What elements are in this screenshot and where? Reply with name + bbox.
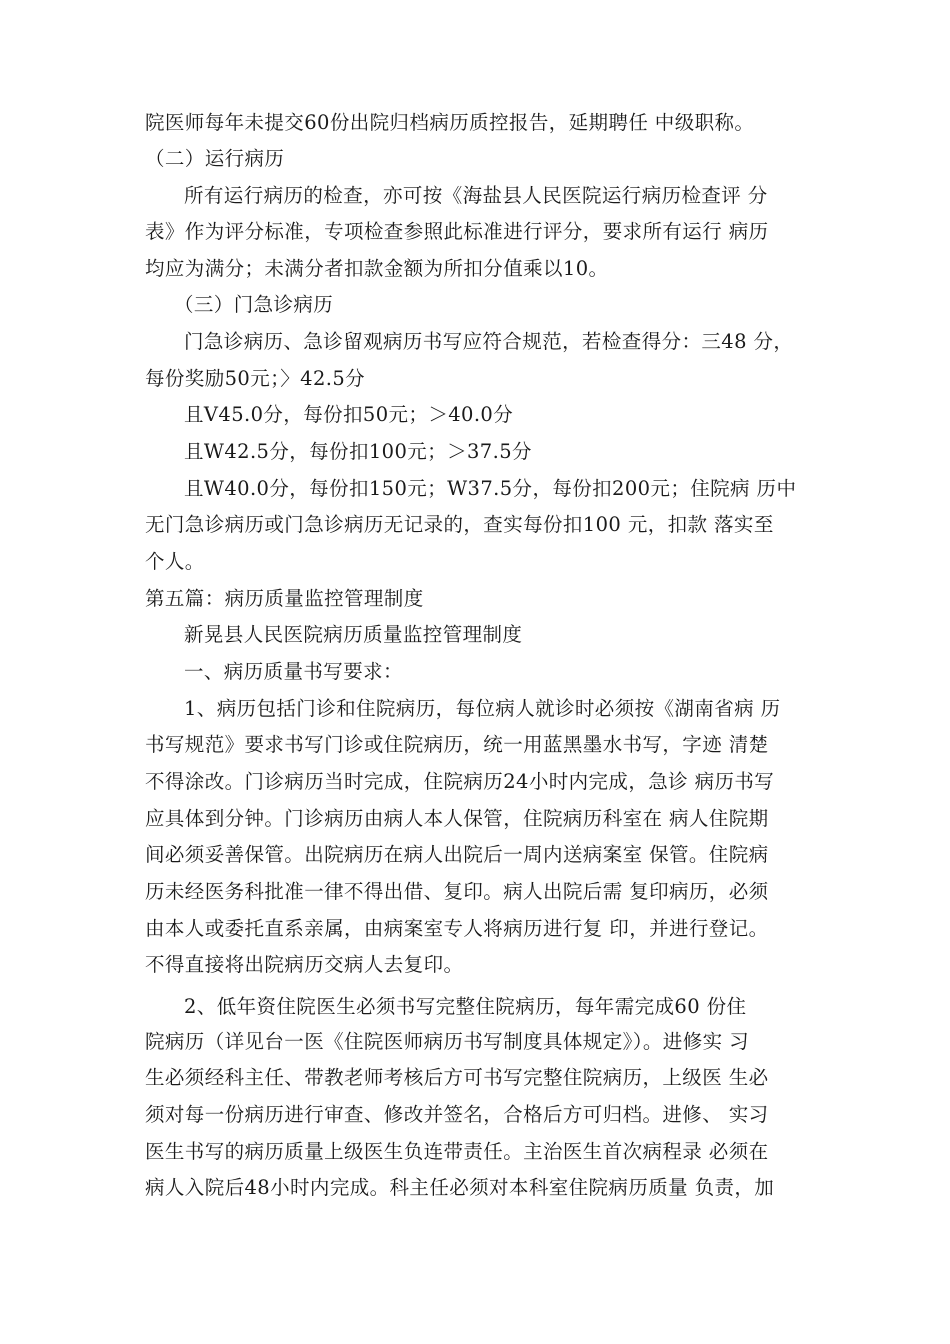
text-line-8: 每份奖励50元；〉42.5分 <box>145 367 366 390</box>
text-line-21: 间必须妥善保管。出院病历在病人出院后一周内送病案室 保管。住院病 <box>145 843 769 866</box>
text-line-19: 不得涂改。门诊病历当时完成，住院病历24小时内完成，急诊 病历书写 <box>145 770 775 793</box>
text-line-20: 应具体到分钟。门诊病历由病人本人保管，住院病历科室在 病人住院期 <box>145 807 769 830</box>
text-line-14: 第五篇：病历质量监控管理制度 <box>145 587 424 610</box>
text-line-11: 且W40.0分，每份扣150元；W37.5分，每份扣200元；住院病 历中 <box>184 477 797 500</box>
text-line-23: 由本人或委托直系亲属，由病案室专人将病历进行复 印，并进行登记。 <box>145 917 769 940</box>
text-line-30: 病人入院后48小时内完成。科主任必须对本科室住院病历质量 负责，加 <box>145 1176 775 1199</box>
text-line-27: 生必须经科主任、带教老师考核后方可书写完整住院病历，上级医 生必 <box>145 1066 769 1089</box>
text-line-25: 2、低年资住院医生必须书写完整住院病历，每年需完成60 份住 <box>184 995 747 1018</box>
text-line-6: （三）门急诊病历 <box>174 293 334 316</box>
text-line-26: 院病历（详见台一医《住院医师病历书写制度具体规定》）。进修实 习 <box>145 1030 749 1053</box>
text-line-3: 所有运行病历的检查，亦可按《海盐县人民医院运行病历检查评 分 <box>184 184 768 207</box>
text-line-17: 1、病历包括门诊和住院病历，每位病人就诊时必须按《湖南省病 历 <box>184 697 781 720</box>
text-line-9: 且V45.0分，每份扣50元；＞40.0分 <box>184 403 514 426</box>
text-line-29: 医生书写的病历质量上级医生负连带责任。主治医生首次病程录 必须在 <box>145 1140 769 1163</box>
text-line-18: 书写规范》要求书写门诊或住院病历，统一用蓝黑墨水书写，字迹 清楚 <box>145 733 769 756</box>
text-line-24: 不得直接将出院病历交病人去复印。 <box>145 953 464 976</box>
text-line-15: 新晃县人民医院病历质量监控管理制度 <box>184 623 523 646</box>
text-line-22: 历未经医务科批准一律不得出借、复印。病人出院后需 复印病历，必须 <box>145 880 769 903</box>
text-line-5: 均应为满分；未满分者扣款金额为所扣分值乘以10。 <box>145 257 609 280</box>
text-line-13: 个人。 <box>145 550 205 573</box>
text-line-12: 无门急诊病历或门急诊病历无记录的，查实每份扣100 元，扣款 落实至 <box>145 513 774 536</box>
text-line-10: 且W42.5分，每份扣100元；＞37.5分 <box>184 440 532 463</box>
text-line-4: 表》作为评分标准，专项检查参照此标准进行评分，要求所有运行 病历 <box>145 220 769 243</box>
text-line-16: 一、病历质量书写要求： <box>184 660 403 683</box>
text-line-2: （二）运行病历 <box>145 147 285 170</box>
text-line-7: 门急诊病历、急诊留观病历书写应符合规范，若检查得分：三48 分， <box>184 330 794 353</box>
text-line-28: 须对每一份病历进行审查、修改并签名，合格后方可归档。进修、 实习 <box>145 1103 769 1126</box>
text-line-1: 院医师每年未提交60份出院归档病历质控报告，延期聘任 中级职称。 <box>145 111 755 134</box>
